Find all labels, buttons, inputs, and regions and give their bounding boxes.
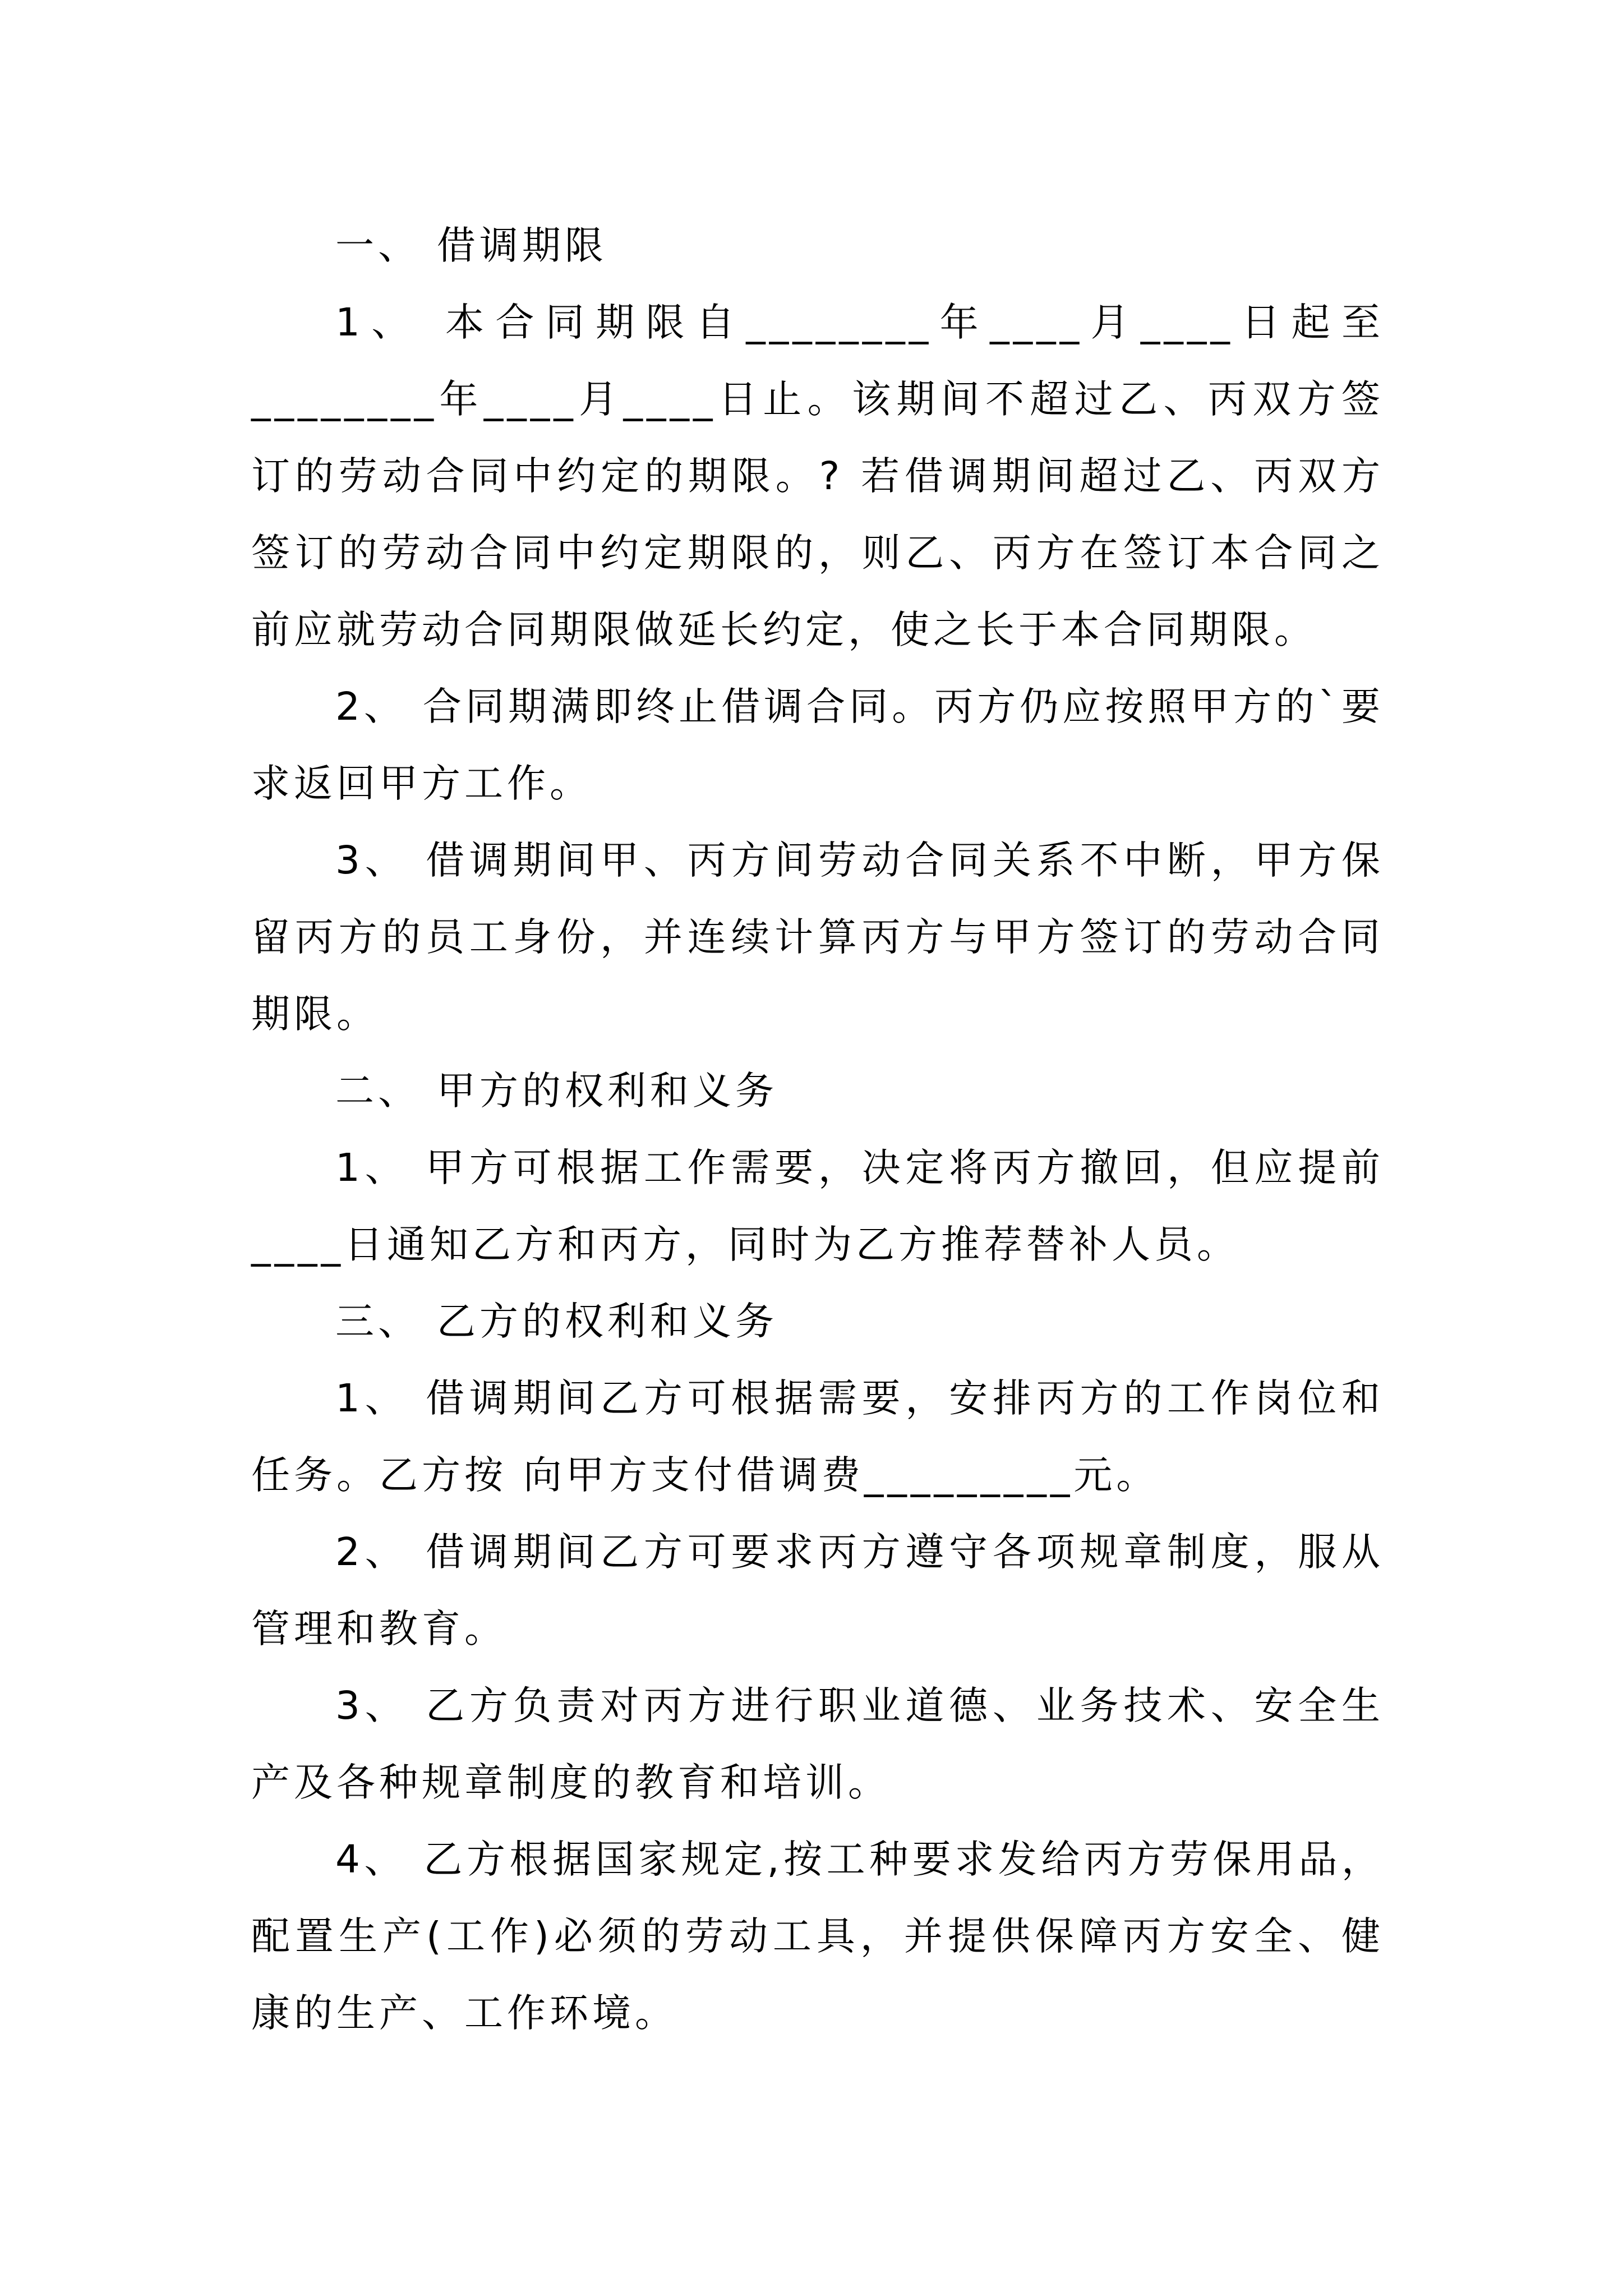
clause-party-b-protection: 4、 乙方根据国家规定,按工种要求发给丙方劳保用品，配置生产(工作)必须的劳动工具，并提供保障丙方安全、健康的生产、工作环境。 xyxy=(251,1837,1384,2036)
clause-labor-relation: 3、 借调期间甲、丙方间劳动合同关系不中断，甲方保留丙方的员工身份，并连续计算丙方与甲方签订的劳动合同期限。 xyxy=(251,838,1384,1037)
section-heading-term: 一、 借调期限 xyxy=(335,223,607,268)
clause-party-b-training: 3、 乙方负责对丙方进行职业道德、业务技术、安全生产及各种规章制度的教育和培训。 xyxy=(251,1683,1384,1805)
clause-party-a-recall: 1、 甲方可根据工作需要，决定将丙方撤回，但应提前____日通知乙方和丙方，同时为乙方推荐替补人员。 xyxy=(251,1145,1384,1267)
clause-party-b-assignment: 1、 借调期间乙方可根据需要，安排丙方的工作岗位和任务。乙方按 向甲方支付借调费_________元。 xyxy=(251,1376,1384,1498)
document-body xyxy=(251,208,1384,2052)
section-heading-party-a: 二、 甲方的权利和义务 xyxy=(335,1069,778,1114)
clause-contract-expiry: 2、 合同期满即终止借调合同。丙方仍应按照甲方的`要求返回甲方工作。 xyxy=(251,684,1384,806)
section-heading-party-b: 三、 乙方的权利和义务 xyxy=(335,1299,778,1344)
clause-term-period: 1、 本合同期限自________年____月____日起至________年____月____日止。该期间不超过乙、丙双方签订的劳动合同中约定的期限。? 若借调期间超过乙、丙双方签订的劳动合同中约定期限的，则乙、丙方在签订本合同之前应就劳动合同期限做延长约定，使之长于本合同期限。 xyxy=(251,300,1384,652)
clause-party-b-rules: 2、 借调期间乙方可要求丙方遵守各项规章制度，服从管理和教育。 xyxy=(251,1530,1384,1651)
